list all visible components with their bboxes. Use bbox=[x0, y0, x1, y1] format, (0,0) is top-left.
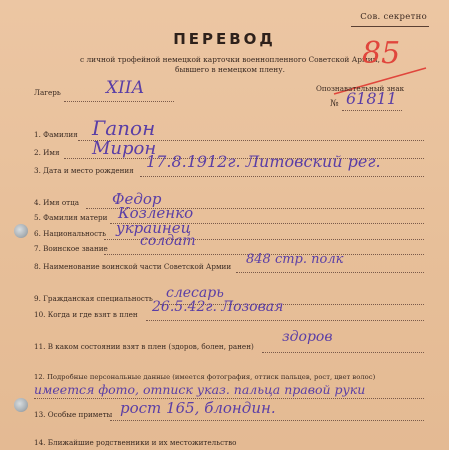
field-value-name: Мирон bbox=[92, 138, 157, 159]
field-line-unit bbox=[236, 272, 424, 273]
field-value-nationality: украинец bbox=[116, 219, 192, 237]
field-label-father: 4. Имя отца bbox=[34, 198, 80, 207]
field-line-captured bbox=[146, 320, 424, 321]
field-line-condition bbox=[262, 352, 424, 353]
field-value-surname: Гапон bbox=[92, 116, 156, 140]
field-value-condition: здоров bbox=[282, 329, 333, 345]
id-line bbox=[342, 110, 402, 111]
field-label-mother: 5. Фамилия матери bbox=[34, 213, 108, 222]
field-value-personal-data: имеется фото, отписк указ. пальца правой руки bbox=[34, 382, 366, 397]
id-label: Опознавательный знак bbox=[316, 84, 405, 93]
punch-hole-upper bbox=[14, 224, 28, 238]
field-label-relatives: 14. Ближайшие родственники и их местожительство bbox=[34, 438, 237, 447]
id-value: 61811 bbox=[346, 89, 397, 108]
id-prefix: № bbox=[330, 99, 339, 109]
field-label-unit: 8. Наименование воинской части Советской Армии bbox=[34, 262, 232, 271]
secret-label: Сов. секретно bbox=[360, 12, 427, 22]
camp-value: XIIА bbox=[106, 78, 145, 98]
field-label-surname: 1. Фамилия bbox=[34, 130, 78, 139]
red-number-mark: 85 bbox=[362, 36, 401, 71]
camp-label: Лагерь bbox=[34, 88, 61, 97]
field-value-captured: 26.5.42г. Лозовая bbox=[152, 299, 284, 315]
field-label-features: 13. Особые приметы bbox=[34, 410, 113, 419]
field-line-features bbox=[110, 420, 424, 421]
field-line-birth bbox=[140, 176, 424, 177]
field-value-profession: слесарь bbox=[166, 285, 224, 301]
field-label-condition: 11. В каком состоянии взят в плен (здоров, болен, ранен) bbox=[34, 342, 254, 351]
camp-line bbox=[64, 101, 174, 102]
field-value-father: Федор bbox=[112, 190, 162, 208]
document-title: ПЕРЕВОД bbox=[173, 30, 276, 48]
secret-underline bbox=[351, 26, 429, 27]
field-label-nationality: 6. Национальность bbox=[34, 229, 107, 238]
field-label-birth: 3. Дата и место рождения bbox=[34, 166, 134, 175]
field-label-name: 2. Имя bbox=[34, 148, 60, 157]
punch-hole-lower bbox=[14, 398, 28, 412]
field-label-profession: 9. Гражданская специальность bbox=[34, 294, 153, 303]
field-value-rank: солдат bbox=[140, 233, 196, 249]
field-label-captured: 10. Когда и где взят в плен bbox=[34, 310, 138, 319]
field-label-personal-data: 12. Подробные персональные данные (имеется фотография, оттиск пальцев, рост, цвет волос) bbox=[34, 373, 376, 381]
field-value-mother: Козленко bbox=[118, 204, 194, 222]
subtitle-line-1: с личной трофейной немецкой карточки военнопленного Советской Армии, bbox=[80, 55, 380, 64]
field-value-features: рост 165, блондин. bbox=[120, 399, 276, 417]
field-label-rank: 7. Воинское звание bbox=[34, 244, 108, 253]
subtitle-line-2: бывшего в немецком плену. bbox=[175, 65, 285, 74]
field-value-unit: 848 стр. полк bbox=[246, 252, 344, 267]
field-value-birth: 17.8.1912г. Литовский рег. bbox=[146, 152, 381, 171]
